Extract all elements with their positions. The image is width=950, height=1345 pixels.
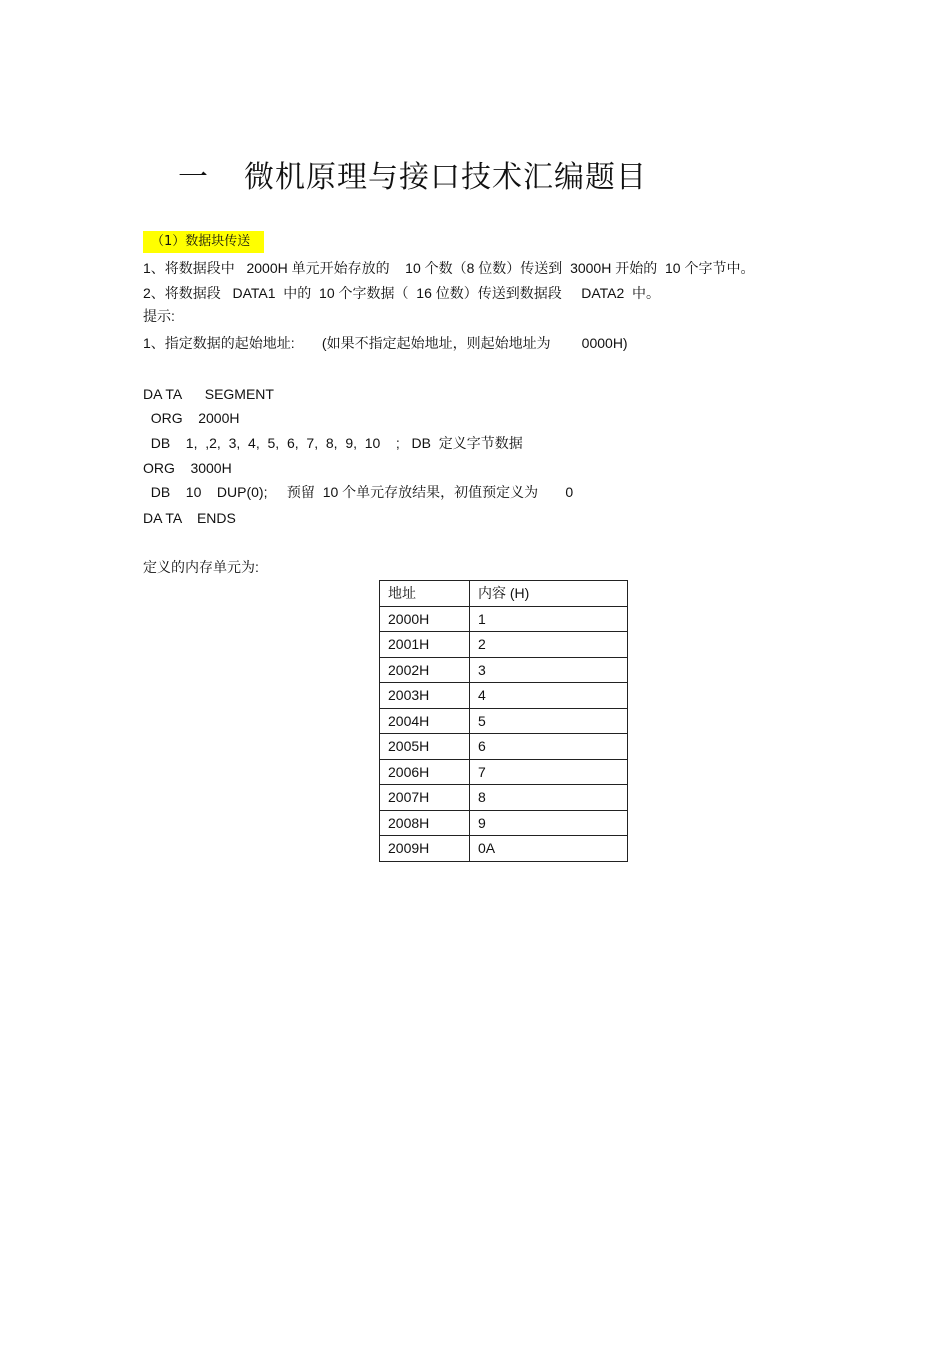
hint-label: 提示: — [143, 308, 175, 324]
title-number: 一 — [178, 160, 209, 195]
hint-1-text: 1、指定数据的起始地址: (如果不指定起始地址，则起始地址为 0000H) — [143, 335, 628, 351]
cell-address: 2009H — [380, 836, 470, 862]
page-title — [178, 152, 647, 196]
code-line: DB 1, ,2, 3, 4, 5, 6, 7, 8, 9, 10 ; DB 定义字节数据 — [143, 435, 523, 451]
cell-content: 4 — [470, 683, 628, 709]
cell-address: 2003H — [380, 683, 470, 709]
table-row — [380, 734, 628, 760]
code-line: DA TA SEGMENT — [143, 386, 274, 402]
cell-content: 0A — [470, 836, 628, 862]
table-row — [380, 785, 628, 811]
task-1-text: 1、将数据段中 2000H 单元开始存放的 10 个数（8 位数）传送到 3000H 开始的 10 个字节中。 — [143, 260, 755, 276]
memory-table — [379, 580, 628, 862]
table-header-row — [380, 581, 628, 607]
cell-address: 2001H — [380, 632, 470, 658]
table-row — [380, 759, 628, 785]
memory-label: 定义的内存单元为: — [143, 559, 259, 575]
table-row — [380, 810, 628, 836]
table-row — [380, 836, 628, 862]
cell-content: 8 — [470, 785, 628, 811]
cell-content: 1 — [470, 606, 628, 632]
column-header-address: 地址 — [380, 581, 470, 607]
cell-address: 2004H — [380, 708, 470, 734]
cell-content: 6 — [470, 734, 628, 760]
code-line: ORG 3000H — [143, 460, 232, 476]
code-line: ORG 2000H — [143, 410, 240, 426]
code-line: DB 10 DUP(0); 预留 10 个单元存放结果，初值预定义为 0 — [143, 484, 574, 500]
cell-address: 2006H — [380, 759, 470, 785]
table-row — [380, 683, 628, 709]
table-row — [380, 657, 628, 683]
cell-content: 3 — [470, 657, 628, 683]
cell-content: 7 — [470, 759, 628, 785]
cell-address: 2002H — [380, 657, 470, 683]
cell-address: 2005H — [380, 734, 470, 760]
table-row — [380, 632, 628, 658]
cell-address: 2007H — [380, 785, 470, 811]
column-header-content: 内容 (H) — [470, 581, 628, 607]
cell-address: 2008H — [380, 810, 470, 836]
table-row — [380, 708, 628, 734]
code-line: DA TA ENDS — [143, 510, 236, 526]
cell-address: 2000H — [380, 606, 470, 632]
table-row — [380, 606, 628, 632]
cell-content: 5 — [470, 708, 628, 734]
task-2-text: 2、将数据段 DATA1 中的 10 个字数据（ 16 位数）传送到数据段 DATA2 中。 — [143, 285, 661, 301]
title-text: 微机原理与接口技术汇编题目 — [244, 160, 647, 195]
section-label-highlight: （1）数据块传送 — [143, 231, 264, 253]
cell-content: 9 — [470, 810, 628, 836]
cell-content: 2 — [470, 632, 628, 658]
